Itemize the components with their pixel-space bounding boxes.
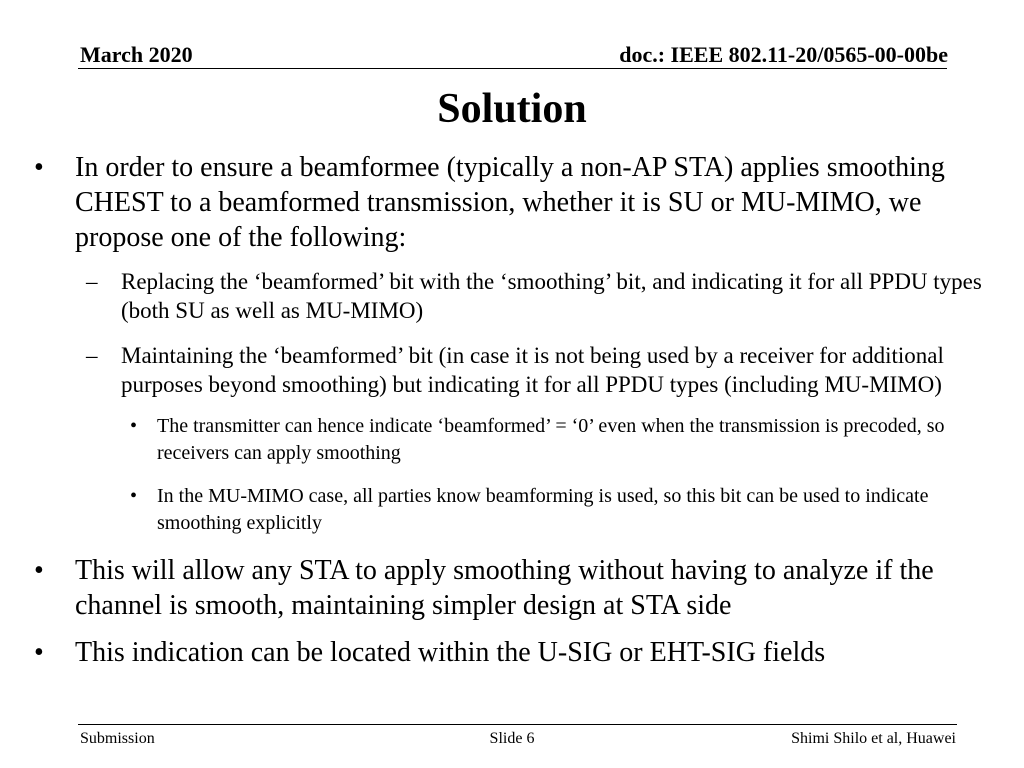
bullet-text: This indication can be located within the U-SIG or EHT-SIG fields [75, 637, 826, 668]
slide-title: Solution [437, 86, 587, 132]
bullet-item [34, 635, 1004, 670]
bullet-text: This will allow any STA to apply smoothing without having to analyze if the channel is smooth, maintaining simpler design at STA side [75, 555, 934, 621]
footer-submission: Submission [80, 730, 155, 747]
sub-sub-bullet-text: The transmitter can hence indicate ‘beamformed’ = ‘0’ even when the transmission is precoded, so receivers can apply smoothing [157, 415, 945, 464]
sub-bullet-item [34, 267, 1004, 325]
bullet-item [34, 150, 1004, 255]
bullet-dot-icon: • [34, 555, 44, 586]
header-date: March 2020 [80, 42, 193, 67]
sub-bullet-text: Maintaining the ‘beamformed’ bit (in case it is not being used by a receiver for additional purposes beyond smoothing) but indicating it for all PPDU types (including MU-MIMO) [121, 343, 944, 397]
bullet-text: In order to ensure a beamformee (typically a non-AP STA) applies smoothing CHEST to a beamformed transmission, whether it is SU or MU-MIMO, we propose one of the following: [75, 152, 945, 253]
sub-sub-bullet-item [34, 483, 1004, 537]
bullet-dot-icon: • [130, 485, 138, 507]
sub-sub-bullet-text: In the MU-MIMO case, all parties know beamforming is used, so this bit can be used to indicate smoothing explicitly [157, 485, 929, 534]
bullet-dot-icon: • [34, 152, 44, 183]
sub-sub-bullet-item [34, 413, 1004, 467]
footer-divider [78, 724, 957, 725]
dash-bullet-icon: – [86, 269, 98, 294]
sub-bullet-item [34, 341, 1004, 399]
bullet-dot-icon: • [130, 415, 138, 437]
footer-authors: Shimi Shilo et al, Huawei [791, 730, 956, 747]
sub-bullet-text: Replacing the ‘beamformed’ bit with the ‘smoothing’ bit, and indicating it for all PPDU types (both SU as well as MU-MIMO) [121, 269, 982, 323]
header-divider [78, 68, 947, 69]
bullet-dot-icon: • [34, 637, 44, 668]
slide-body [34, 150, 1004, 670]
footer-slide-number: Slide 6 [489, 730, 535, 747]
dash-bullet-icon: – [86, 343, 98, 368]
bullet-item [34, 553, 1004, 623]
header-doc-number: doc.: IEEE 802.11-20/0565-00-00be [619, 42, 948, 67]
